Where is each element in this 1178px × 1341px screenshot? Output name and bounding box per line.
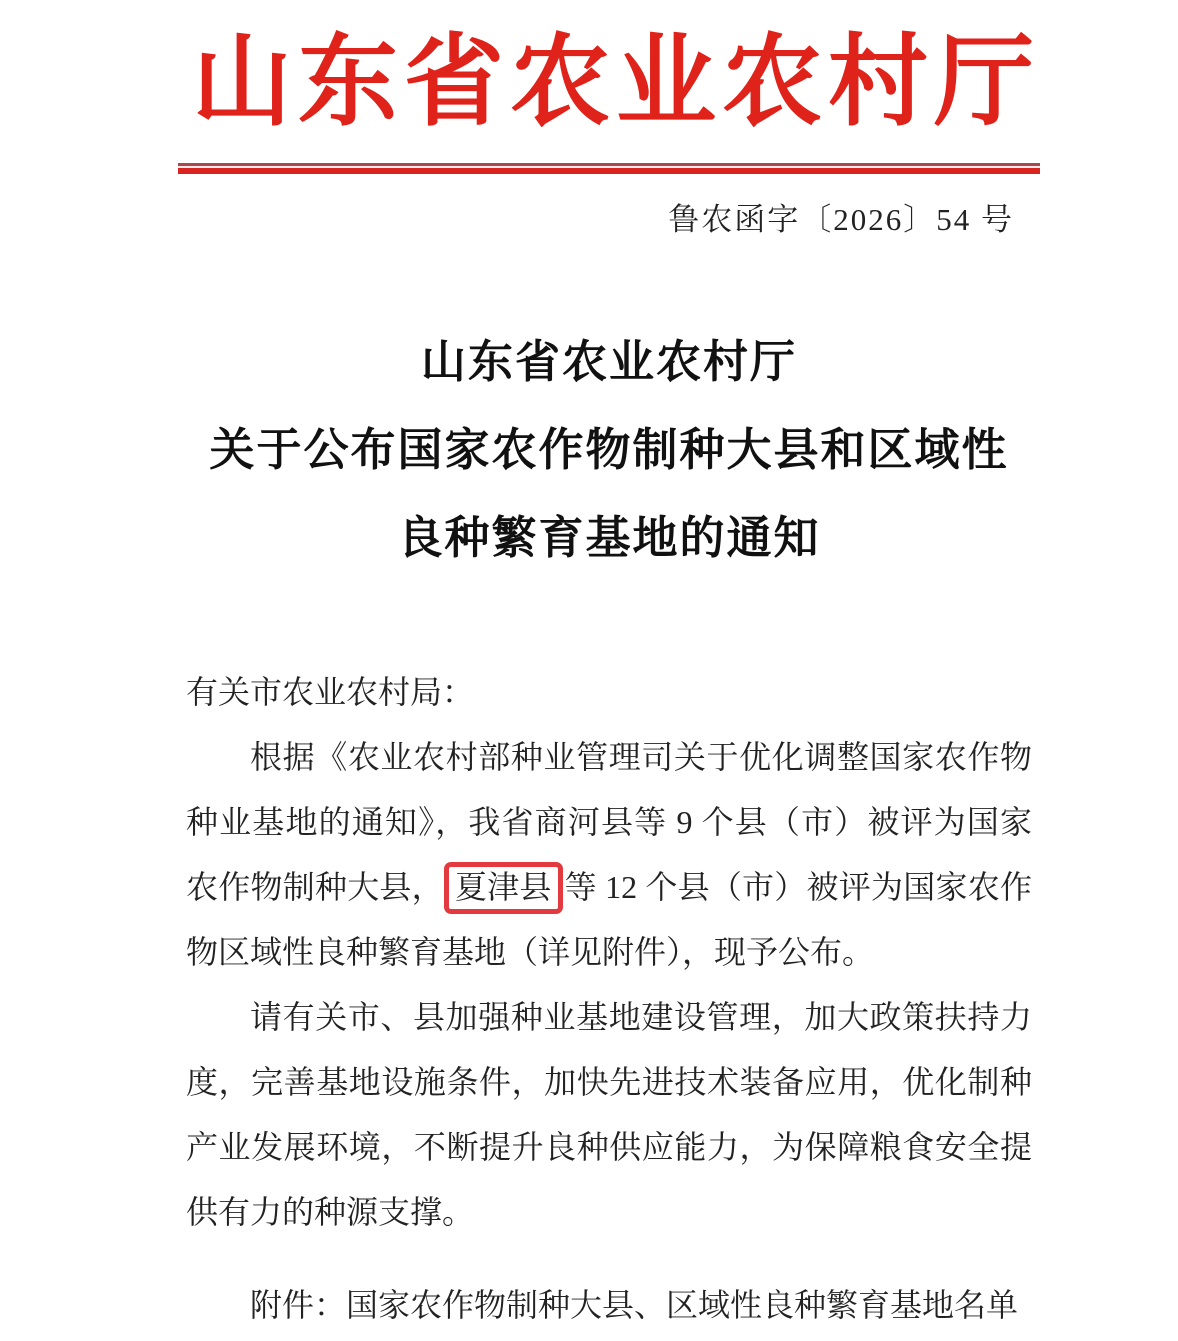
paragraph1-line1: 根据《农业农村部种业管理司关于优化调整国家农作物 <box>250 739 1032 775</box>
document-number: 鲁农函字〔2026〕54 号 <box>668 202 1014 237</box>
attachment-note: 附件：国家农作物制种大县、区域性良种繁育基地名单 <box>250 1287 1019 1323</box>
document-title <box>186 318 1032 582</box>
document-body <box>186 660 1032 1245</box>
title-line-3: 良种繁育基地的通知 <box>397 513 821 563</box>
paragraph1-line3-before-highlight: 农作物制种大县， <box>186 869 444 905</box>
title-line-1: 山东省农业农村厅 <box>420 337 797 387</box>
salutation: 有关市农业农村局： <box>186 674 475 710</box>
agency-masthead: 山东省农业农村厅 <box>192 27 1040 138</box>
masthead-rule <box>178 163 1040 174</box>
paragraph1-line3-after-highlight: 等 12 个县（市）被评为国家农作 <box>564 869 1032 905</box>
highlight-box: 夏津县 <box>444 862 563 914</box>
paragraph2-line3: 产业发展环境，不断提升良种供应能力，为保障粮食安全提 <box>186 1129 1032 1165</box>
paragraph1-line4: 物区域性良种繁育基地（详见附件），现予公布。 <box>186 934 875 970</box>
paragraph2-line4: 供有力的种源支撑。 <box>186 1194 475 1230</box>
paragraph2-line1: 请有关市、县加强种业基地建设管理，加大政策扶持力 <box>250 999 1032 1035</box>
masthead-rule-bottom-line <box>178 168 1040 174</box>
paragraph1-line2: 种业基地的通知》，我省商河县等 9 个县（市）被评为国家 <box>186 804 1032 840</box>
title-line-2: 关于公布国家农作物制种大县和区域性 <box>209 425 1009 475</box>
paragraph2-line2: 度，完善基地设施条件，加快先进技术装备应用，优化制种 <box>186 1064 1032 1100</box>
paragraph1-line3 <box>186 855 1032 920</box>
